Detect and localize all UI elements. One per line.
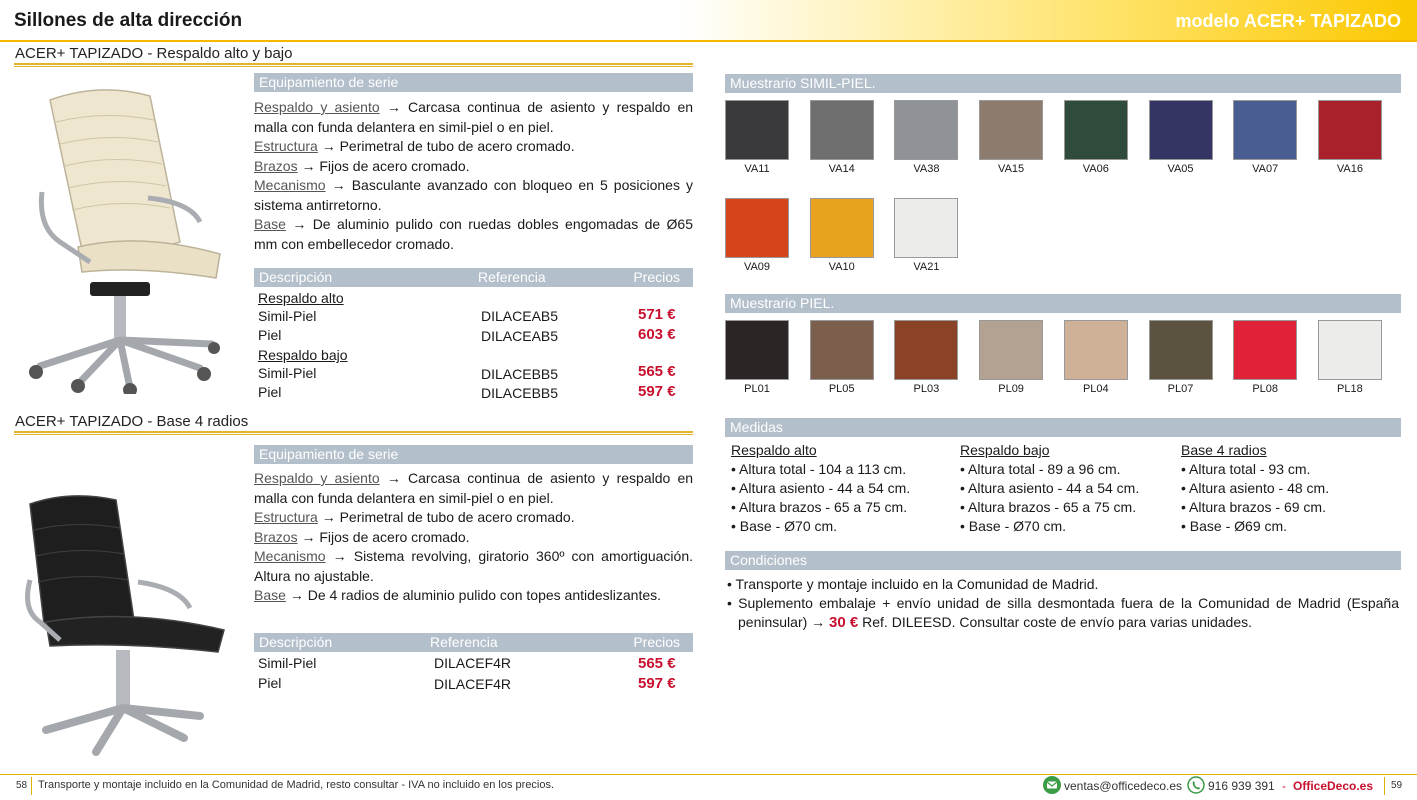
condiciones-bar: Condiciones — [725, 551, 1401, 570]
row-price: 597 € — [638, 383, 676, 400]
equip-bar-2: Equipamiento de serie — [254, 445, 693, 464]
medidas-bold: Altura total — [968, 461, 1035, 477]
swatch-va14 — [810, 100, 874, 160]
equip-list-1 — [254, 98, 693, 254]
equip-text: → De aluminio pulido con ruedas dobles engomadas de Ø65 mm con embellecedor cromado. — [254, 216, 693, 252]
swatch-label: PL08 — [1252, 383, 1279, 395]
medidas-col-2 — [960, 441, 1175, 536]
gold-rule-2 — [14, 431, 693, 435]
condicion-text: Suplemento embalaje + envío unidad de silla desmontada fuera de la Comunidad de Madrid (España peninsular) → — [738, 595, 1400, 630]
medidas-text: Base - Ø70 cm. — [968, 518, 1067, 534]
medidas-text: Base - Ø70 cm. — [739, 518, 838, 534]
medidas-item: • Altura total - 104 a 113 cm. — [731, 461, 907, 477]
equip-text: → Sistema revolving, giratorio 360º con amortiguación. Altura no ajustable. — [254, 548, 694, 584]
medidas-text: Altura brazos - 65 a 75 cm. — [968, 499, 1137, 515]
swatch-label: VA14 — [828, 163, 855, 175]
swatch-label: PL09 — [998, 383, 1024, 395]
medidas-item: • Altura asiento - 48 cm. — [1181, 480, 1330, 496]
equip-list-2 — [254, 469, 693, 606]
row-ref: DILACEBB5 — [481, 385, 559, 401]
swatch-va06 — [1064, 100, 1128, 160]
th-ref: Referencia — [478, 269, 546, 285]
medidas-col-title: Respaldo bajo — [960, 442, 1050, 458]
swatch-label: PL03 — [913, 383, 940, 395]
equip-item — [254, 547, 693, 586]
swatch-va21 — [894, 198, 958, 258]
group-label-low: Respaldo bajo — [258, 347, 348, 363]
row-desc: Simil-Piel — [258, 308, 317, 324]
medidas-item: • Altura brazos - 65 a 75 cm. — [960, 499, 1137, 515]
swatch-va11 — [725, 100, 789, 160]
medidas-item: • Altura total - 93 cm. — [1181, 461, 1311, 477]
equip-label: Respaldo y asiento — [254, 470, 380, 486]
row-desc: Simil-Piel — [258, 365, 317, 381]
medidas-text: - 93 cm. — [1255, 461, 1311, 477]
section-title-2: ACER+ TAPIZADO - Base 4 radios — [15, 413, 249, 430]
table-header-1 — [254, 268, 693, 287]
model-title: modelo ACER+ TAPIZADO — [1175, 11, 1401, 31]
row-ref: DILACEF4R — [434, 676, 512, 692]
equip-label: Estructura — [254, 138, 318, 154]
medidas-bold: Altura total — [739, 461, 806, 477]
equip-item — [254, 215, 693, 254]
footer-note: Transporte y montaje incluido en la Comunidad de Madrid, resto consultar - IVA no incluido en los precios. — [38, 779, 555, 791]
swatch-pl18 — [1318, 320, 1382, 380]
footer-divider — [31, 777, 32, 795]
equip-item — [254, 98, 693, 137]
medidas-item: • Base - Ø70 cm. — [731, 518, 838, 534]
medidas-item: • Base - Ø69 cm. — [1181, 518, 1288, 534]
swatch-pl07 — [1149, 320, 1213, 380]
swatch-va05 — [1149, 100, 1213, 160]
page-number-right: 59 — [1391, 780, 1403, 791]
row-price: 603 € — [638, 326, 676, 343]
table-header-2 — [254, 633, 693, 652]
medidas-col-3 — [1181, 441, 1396, 536]
medidas-item: • Altura brazos - 65 a 75 cm. — [731, 499, 908, 515]
condicion-item: • Transporte y montaje incluido en la Comunidad de Madrid. — [727, 576, 1099, 592]
equip-text: → Fijos de acero cromado. — [301, 528, 470, 545]
row-ref: DILACEAB5 — [481, 308, 559, 324]
equip-text: → Perimetral de tubo de acero cromado. — [321, 138, 575, 154]
swatch-va38 — [894, 100, 958, 160]
row-price: 597 € — [638, 675, 676, 692]
swatch-label: VA05 — [1167, 163, 1194, 175]
swatch-label: PL01 — [744, 383, 770, 395]
section-title-1: ACER+ TAPIZADO - Respaldo alto y bajo — [15, 45, 293, 62]
medidas-item: • Altura asiento - 44 a 54 cm. — [960, 480, 1140, 496]
swatch-label: VA10 — [828, 261, 855, 273]
medidas-col-title: Base 4 radios — [1181, 442, 1267, 458]
medidas-text: Altura asiento - 44 a 54 cm. — [739, 480, 911, 496]
swatch-label: PL07 — [1167, 383, 1194, 395]
medidas-text: - 104 a 113 cm. — [805, 461, 907, 477]
swatch-label: VA16 — [1336, 163, 1363, 175]
swatch-label: PL18 — [1337, 383, 1363, 395]
page-number-left: 58 — [16, 780, 28, 791]
row-ref: DILACEAB5 — [481, 328, 559, 344]
footer-brand[interactable]: OfficeDeco.es — [1293, 779, 1374, 793]
swatch-va16 — [1318, 100, 1382, 160]
th-desc: Descripción — [259, 634, 333, 650]
swatch-va15 — [979, 100, 1043, 160]
condicion-item: • Suplemento embalaje + envío unidad de silla desmontada fuera de la Comunidad de Madrid (España peninsular) → 30 € Ref. DILEESD. Consultar coste de envío para varias unidades. — [727, 595, 1400, 631]
swatch-label: VA06 — [1082, 163, 1109, 175]
row-price: 565 € — [638, 363, 676, 380]
th-ref: Referencia — [430, 634, 498, 650]
swatch-pl03 — [894, 320, 958, 380]
equip-label: Base — [254, 216, 286, 232]
footer-divider — [1384, 777, 1385, 795]
phone-icon — [1187, 776, 1205, 794]
swatch-label: PL05 — [828, 383, 855, 395]
medidas-text: Altura brazos - 69 cm. — [1189, 499, 1326, 515]
chair-image-high-back — [20, 82, 230, 394]
swatch-label: VA38 — [913, 163, 940, 175]
medidas-item: • Base - Ø70 cm. — [960, 518, 1067, 534]
medidas-col-1 — [731, 441, 951, 536]
equip-label: Mecanismo — [254, 177, 326, 193]
piel-bar: Muestrario PIEL. — [725, 294, 1401, 313]
simil-bar: Muestrario SIMIL-PIEL. — [725, 74, 1401, 93]
equip-item — [254, 528, 693, 548]
page-title: Sillones de alta dirección — [14, 10, 243, 31]
row-desc: Piel — [258, 327, 282, 343]
medidas-col-title: Respaldo alto — [731, 442, 817, 458]
medidas-text: Altura brazos - 65 a 75 cm. — [739, 499, 908, 515]
th-desc: Descripción — [259, 269, 333, 285]
chair-image-4-star — [20, 490, 230, 770]
swatch-pl05 — [810, 320, 874, 380]
equip-item — [254, 157, 693, 177]
medidas-text: Altura asiento - 48 cm. — [1189, 480, 1330, 496]
equip-label: Estructura — [254, 509, 318, 525]
swatch-va09 — [725, 198, 789, 258]
row-desc: Simil-Piel — [258, 655, 317, 671]
equip-text: → Fijos de acero cromado. — [301, 157, 470, 174]
equip-text: → De 4 radios de aluminio pulido con topes antideslizantes. — [289, 587, 662, 603]
row-ref: DILACEF4R — [434, 655, 512, 671]
medidas-text: Altura asiento - 44 a 54 cm. — [968, 480, 1140, 496]
equip-text: → Carcasa continua de asiento y respaldo en malla con funda delantera en simil-piel o en piel. — [254, 99, 694, 135]
medidas-bold: Altura total — [1189, 461, 1256, 477]
swatch-pl08 — [1233, 320, 1297, 380]
swatch-va07 — [1233, 100, 1297, 160]
equip-text: → Perimetral de tubo de acero cromado. — [321, 509, 575, 525]
equip-label: Base — [254, 587, 286, 603]
row-ref: DILACEBB5 — [481, 366, 559, 382]
equip-label: Respaldo y asiento — [254, 99, 380, 115]
condicion-text: Transporte y montaje incluido en la Comunidad de Madrid. — [735, 576, 1099, 592]
email-icon — [1043, 776, 1061, 794]
swatch-pl01 — [725, 320, 789, 380]
equip-label: Mecanismo — [254, 548, 326, 564]
swatch-pl04 — [1064, 320, 1128, 380]
footer-email[interactable]: ventas@officedeco.es — [1064, 779, 1183, 793]
medidas-text: - 89 a 96 cm. — [1034, 461, 1121, 477]
equip-item — [254, 469, 693, 508]
condiciones-list — [727, 575, 1399, 632]
th-price: Precios — [633, 269, 680, 285]
group-label-high: Respaldo alto — [258, 290, 344, 306]
equip-item — [254, 508, 693, 528]
swatch-label: VA11 — [744, 163, 770, 175]
row-price: 565 € — [638, 655, 676, 672]
medidas-bar: Medidas — [725, 418, 1401, 437]
swatch-label: PL04 — [1082, 383, 1109, 395]
equip-item — [254, 586, 693, 606]
swatch-label: VA09 — [743, 261, 771, 273]
footer-separator: - — [1282, 779, 1286, 793]
row-price: 571 € — [638, 306, 676, 323]
medidas-text: Base - Ø69 cm. — [1189, 518, 1288, 534]
equip-item — [254, 176, 693, 215]
swatch-pl09 — [979, 320, 1043, 380]
medidas-item: • Altura total - 89 a 96 cm. — [960, 461, 1121, 477]
condicion-text: Ref. DILEESD. Consultar coste de envío para varias unidades. — [862, 614, 1253, 630]
gold-rule-1 — [14, 63, 693, 67]
swatch-label: VA15 — [998, 163, 1025, 175]
equip-label: Brazos — [254, 528, 298, 545]
equip-text: → Carcasa continua de asiento y respaldo en malla con funda delantera en simil-piel o en piel. — [254, 470, 694, 506]
equip-label: Brazos — [254, 157, 298, 174]
swatch-label: VA21 — [913, 261, 940, 273]
medidas-item: • Altura brazos - 69 cm. — [1181, 499, 1326, 515]
row-desc: Piel — [258, 384, 282, 400]
swatch-label: VA07 — [1252, 163, 1279, 175]
footer-phone[interactable]: 916 939 391 — [1208, 779, 1275, 793]
condicion-price: 30 € — [829, 614, 859, 631]
th-price: Precios — [633, 634, 680, 650]
row-desc: Piel — [258, 675, 282, 691]
equip-item — [254, 137, 693, 157]
equip-bar-1: Equipamiento de serie — [254, 73, 693, 92]
equip-text: → Basculante avanzado con bloqueo en 5 posiciones y sistema antirretorno. — [254, 177, 694, 213]
medidas-item: • Altura asiento - 44 a 54 cm. — [731, 480, 911, 496]
swatch-va10 — [810, 198, 874, 258]
